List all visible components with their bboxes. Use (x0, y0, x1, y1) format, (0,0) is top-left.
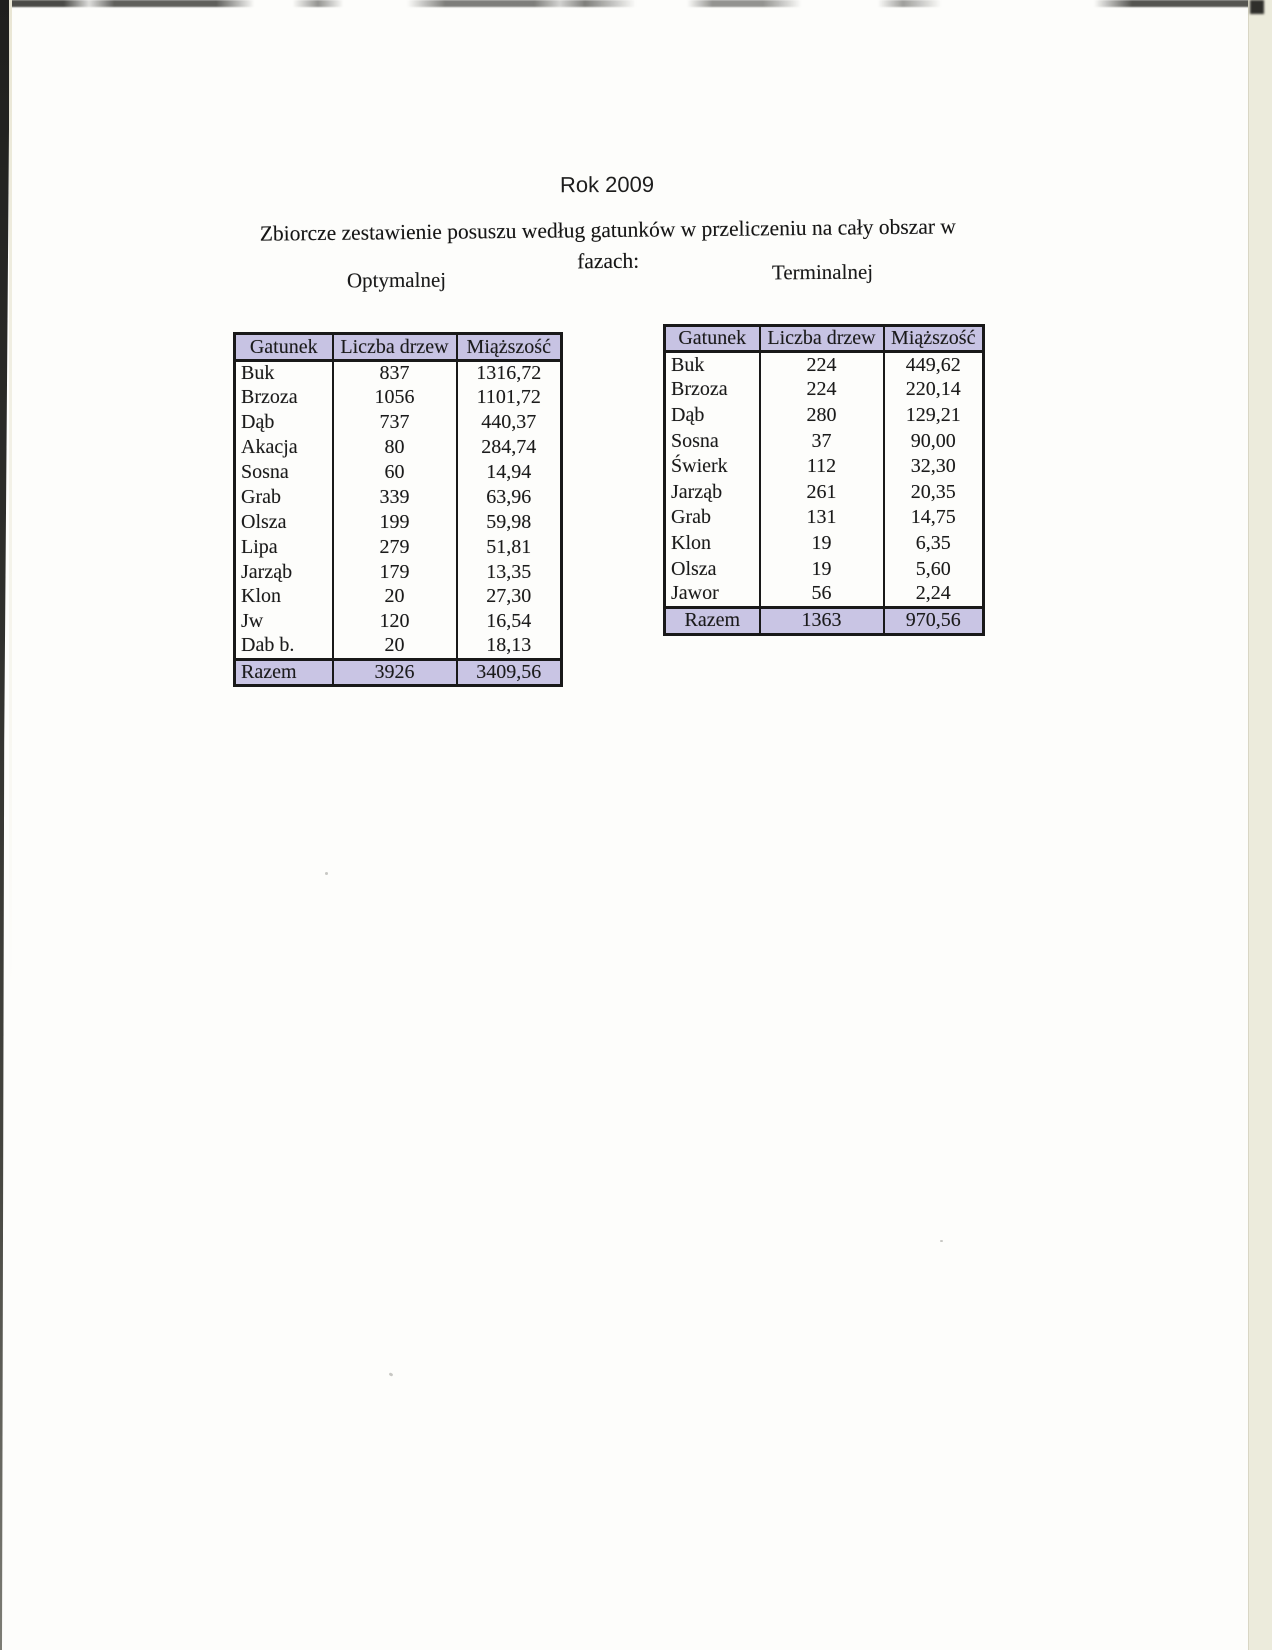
volume-cell: 449,62 (884, 352, 984, 378)
volume-cell: 440,37 (457, 410, 562, 435)
tree-count-cell: 19 (760, 531, 884, 557)
species-cell: Buk (665, 352, 760, 378)
page-title: Rok 2009 (559, 171, 655, 198)
species-cell: Brzoza (665, 377, 760, 403)
table-row (235, 510, 562, 535)
table-row (235, 485, 562, 510)
volume-cell: 1101,72 (457, 385, 562, 410)
volume-cell: 13,35 (457, 560, 562, 585)
species-cell: Klon (235, 585, 333, 610)
volume-cell: 51,81 (457, 535, 562, 560)
header-row (235, 334, 562, 361)
tree-count-cell: 20 (333, 634, 457, 659)
scan-speck (325, 872, 328, 875)
tree-count-cell: 19 (760, 556, 884, 582)
volume-cell: 14,75 (884, 505, 984, 531)
header-row (665, 326, 984, 352)
tree-count-cell: 224 (760, 352, 884, 378)
column-header: Liczba drzew (333, 334, 457, 361)
table-row (235, 361, 562, 386)
tree-count-cell: 279 (333, 535, 457, 560)
species-cell: Sosna (235, 460, 333, 485)
table-row (665, 479, 984, 505)
phase-label-optymalnej: Optymalnej (346, 267, 447, 293)
subtitle-line-2: fazach: (577, 248, 640, 274)
species-cell: Dąb (235, 410, 333, 435)
volume-cell: 970,56 (884, 607, 984, 634)
species-cell: Olsza (665, 556, 760, 582)
column-header: Miąższość (884, 326, 984, 352)
table-row (665, 582, 984, 608)
species-cell: Grab (235, 485, 333, 510)
total-label-cell: Razem (235, 659, 333, 685)
table-row (665, 352, 984, 378)
table-terminalnej (663, 324, 985, 636)
species-cell: Sosna (665, 428, 760, 454)
species-cell: Klon (665, 531, 760, 557)
column-header: Miąższość (457, 334, 562, 361)
table-row (665, 377, 984, 403)
table-row (665, 454, 984, 480)
volume-cell: 3409,56 (457, 659, 562, 685)
species-cell: Jarząb (235, 560, 333, 585)
column-header: Gatunek (235, 334, 333, 361)
species-cell: Dąb (665, 403, 760, 429)
table-row (235, 585, 562, 610)
total-row (235, 659, 562, 685)
total-label-cell: Razem (665, 607, 760, 634)
volume-cell: 2,24 (884, 582, 984, 608)
tree-count-cell: 1056 (333, 385, 457, 410)
tree-count-cell: 1363 (760, 607, 884, 634)
species-cell: Dab b. (235, 634, 333, 659)
column-header: Liczba drzew (760, 326, 884, 352)
scan-edge-left-highlight (9, 0, 12, 990)
table-row (235, 609, 562, 634)
volume-cell: 90,00 (884, 428, 984, 454)
volume-cell: 6,35 (884, 531, 984, 557)
tree-count-cell: 224 (760, 377, 884, 403)
posusz-table-optymalnej (233, 332, 563, 687)
table-row (665, 556, 984, 582)
volume-cell: 27,30 (457, 585, 562, 610)
phase-label-terminalnej: Terminalnej (771, 259, 874, 285)
posusz-table-terminalnej (663, 324, 985, 636)
tree-count-cell: 56 (760, 582, 884, 608)
tree-count-cell: 20 (333, 585, 457, 610)
volume-cell: 1316,72 (457, 361, 562, 386)
scan-corner-mark (1250, 0, 1264, 14)
tree-count-cell: 837 (333, 361, 457, 386)
column-header: Gatunek (665, 326, 760, 352)
species-cell: Buk (235, 361, 333, 386)
table-row (235, 535, 562, 560)
total-row (665, 607, 984, 634)
table-row (235, 460, 562, 485)
volume-cell: 220,14 (884, 377, 984, 403)
table-row (235, 435, 562, 460)
volume-cell: 20,35 (884, 479, 984, 505)
tree-count-cell: 37 (760, 428, 884, 454)
species-cell: Olsza (235, 510, 333, 535)
tree-count-cell: 80 (333, 435, 457, 460)
volume-cell: 63,96 (457, 485, 562, 510)
volume-cell: 32,30 (884, 454, 984, 480)
subtitle-line-1: Zbiorcze zestawienie posuszu według gatunków w przeliczeniu na cały obszar w (259, 214, 956, 246)
species-cell: Świerk (665, 454, 760, 480)
table-optymalnej (233, 332, 563, 687)
species-cell: Lipa (235, 535, 333, 560)
table-row (235, 385, 562, 410)
tree-count-cell: 120 (333, 609, 457, 634)
volume-cell: 129,21 (884, 403, 984, 429)
volume-cell: 5,60 (884, 556, 984, 582)
table-row (665, 531, 984, 557)
page-subtitle (0, 209, 1216, 284)
tree-count-cell: 131 (760, 505, 884, 531)
tree-count-cell: 280 (760, 403, 884, 429)
table-row (235, 410, 562, 435)
volume-cell: 14,94 (457, 460, 562, 485)
tree-count-cell: 112 (760, 454, 884, 480)
scan-edge-right (1248, 0, 1272, 1650)
species-cell: Brzoza (235, 385, 333, 410)
table-row (235, 560, 562, 585)
tree-count-cell: 60 (333, 460, 457, 485)
tree-count-cell: 3926 (333, 659, 457, 685)
volume-cell: 18,13 (457, 634, 562, 659)
scan-speck (940, 1240, 943, 1242)
table-row (235, 634, 562, 659)
species-cell: Jawor (665, 582, 760, 608)
species-cell: Grab (665, 505, 760, 531)
table-row (665, 505, 984, 531)
table-row (665, 403, 984, 429)
volume-cell: 16,54 (457, 609, 562, 634)
tree-count-cell: 199 (333, 510, 457, 535)
tree-count-cell: 339 (333, 485, 457, 510)
tree-count-cell: 737 (333, 410, 457, 435)
tree-count-cell: 261 (760, 479, 884, 505)
volume-cell: 284,74 (457, 435, 562, 460)
tree-count-cell: 179 (333, 560, 457, 585)
table-row (665, 428, 984, 454)
species-cell: Jw (235, 609, 333, 634)
species-cell: Jarząb (665, 479, 760, 505)
volume-cell: 59,98 (457, 510, 562, 535)
scan-edge-top (0, 0, 1272, 7)
species-cell: Akacja (235, 435, 333, 460)
